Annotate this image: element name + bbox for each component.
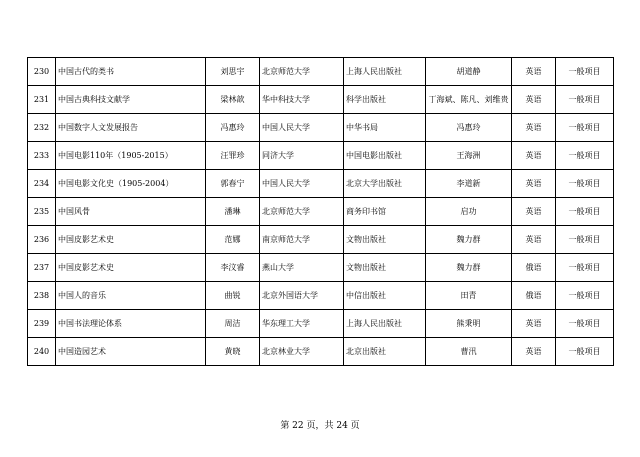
cell-original-author: 魏力群	[426, 254, 512, 282]
table-row	[28, 198, 614, 226]
cell-institution: 华东理工大学	[260, 310, 344, 338]
cell-institution: 北京林业大学	[260, 338, 344, 366]
cell-project-type: 一般项目	[556, 282, 614, 310]
cell-book-title: 中国皮影艺术史	[56, 254, 206, 282]
table-row	[28, 58, 614, 86]
cell-institution: 中国人民大学	[260, 170, 344, 198]
table-row	[28, 338, 614, 366]
cell-project-type: 一般项目	[556, 86, 614, 114]
cell-book-title: 中国电影110年（1905-2015）	[56, 142, 206, 170]
cell-publisher: 北京大学出版社	[344, 170, 426, 198]
cell-publisher: 文物出版社	[344, 254, 426, 282]
cell-book-title: 中国书法理论体系	[56, 310, 206, 338]
cell-language: 俄语	[512, 282, 556, 310]
cell-institution: 华中科技大学	[260, 86, 344, 114]
table-row	[28, 142, 614, 170]
cell-language: 俄语	[512, 254, 556, 282]
cell-applicant: 梁林歆	[206, 86, 260, 114]
cell-original-author: 魏力群	[426, 226, 512, 254]
cell-original-author: 冯惠玲	[426, 114, 512, 142]
cell-language: 英语	[512, 198, 556, 226]
cell-book-title: 中国造园艺术	[56, 338, 206, 366]
cell-row-number: 232	[28, 114, 56, 142]
cell-applicant: 冯惠玲	[206, 114, 260, 142]
cell-original-author: 丁海斌、陈凡、刘维贵	[426, 86, 512, 114]
cell-book-title: 中国人的音乐	[56, 282, 206, 310]
cell-project-type: 一般项目	[556, 142, 614, 170]
cell-publisher: 商务印书馆	[344, 198, 426, 226]
cell-book-title: 中国古代的类书	[56, 58, 206, 86]
cell-row-number: 239	[28, 310, 56, 338]
table-row	[28, 86, 614, 114]
cell-institution: 南京师范大学	[260, 226, 344, 254]
cell-publisher: 科学出版社	[344, 86, 426, 114]
cell-original-author: 胡道静	[426, 58, 512, 86]
cell-project-type: 一般项目	[556, 338, 614, 366]
table-row	[28, 226, 614, 254]
cell-row-number: 237	[28, 254, 56, 282]
cell-row-number: 238	[28, 282, 56, 310]
cell-project-type: 一般项目	[556, 58, 614, 86]
cell-language: 英语	[512, 310, 556, 338]
cell-project-type: 一般项目	[556, 170, 614, 198]
table-row	[28, 282, 614, 310]
cell-publisher: 上海人民出版社	[344, 310, 426, 338]
cell-language: 英语	[512, 114, 556, 142]
cell-row-number: 234	[28, 170, 56, 198]
cell-publisher: 北京出版社	[344, 338, 426, 366]
cell-original-author: 熊秉明	[426, 310, 512, 338]
cell-book-title: 中国古典科技文献学	[56, 86, 206, 114]
cell-applicant: 郭春宁	[206, 170, 260, 198]
cell-project-type: 一般项目	[556, 254, 614, 282]
cell-language: 英语	[512, 170, 556, 198]
cell-institution: 燕山大学	[260, 254, 344, 282]
table-row	[28, 114, 614, 142]
cell-book-title: 中国皮影艺术史	[56, 226, 206, 254]
cell-book-title: 中国风骨	[56, 198, 206, 226]
cell-original-author: 田青	[426, 282, 512, 310]
cell-applicant: 曲锐	[206, 282, 260, 310]
table-row	[28, 310, 614, 338]
table-row	[28, 170, 614, 198]
cell-row-number: 233	[28, 142, 56, 170]
cell-row-number: 231	[28, 86, 56, 114]
cell-institution: 北京外国语大学	[260, 282, 344, 310]
cell-applicant: 李汶睿	[206, 254, 260, 282]
table-body	[28, 58, 614, 366]
page-footer: 第 22 页，共 24 页	[280, 421, 360, 431]
cell-row-number: 240	[28, 338, 56, 366]
cell-original-author: 王海洲	[426, 142, 512, 170]
cell-applicant: 汪罪珍	[206, 142, 260, 170]
cell-institution: 中国人民大学	[260, 114, 344, 142]
cell-institution: 北京师范大学	[260, 58, 344, 86]
project-table	[27, 57, 614, 366]
cell-row-number: 230	[28, 58, 56, 86]
cell-book-title: 中国电影文化史（1905-2004）	[56, 170, 206, 198]
cell-applicant: 潘琳	[206, 198, 260, 226]
cell-institution: 北京师范大学	[260, 198, 344, 226]
cell-project-type: 一般项目	[556, 114, 614, 142]
table-row	[28, 254, 614, 282]
cell-language: 英语	[512, 226, 556, 254]
cell-applicant: 刘思宇	[206, 58, 260, 86]
cell-row-number: 235	[28, 198, 56, 226]
cell-row-number: 236	[28, 226, 56, 254]
cell-original-author: 启功	[426, 198, 512, 226]
cell-publisher: 中信出版社	[344, 282, 426, 310]
cell-language: 英语	[512, 58, 556, 86]
cell-project-type: 一般项目	[556, 226, 614, 254]
cell-original-author: 李道新	[426, 170, 512, 198]
cell-project-type: 一般项目	[556, 310, 614, 338]
cell-book-title: 中国数字人文发展报告	[56, 114, 206, 142]
cell-publisher: 中华书局	[344, 114, 426, 142]
cell-original-author: 曹汛	[426, 338, 512, 366]
cell-language: 英语	[512, 338, 556, 366]
cell-applicant: 黄晓	[206, 338, 260, 366]
cell-language: 英语	[512, 142, 556, 170]
cell-applicant: 范娜	[206, 226, 260, 254]
cell-language: 英语	[512, 86, 556, 114]
cell-publisher: 文物出版社	[344, 226, 426, 254]
cell-institution: 同济大学	[260, 142, 344, 170]
cell-project-type: 一般项目	[556, 198, 614, 226]
cell-publisher: 中国电影出版社	[344, 142, 426, 170]
cell-applicant: 周洁	[206, 310, 260, 338]
cell-publisher: 上海人民出版社	[344, 58, 426, 86]
